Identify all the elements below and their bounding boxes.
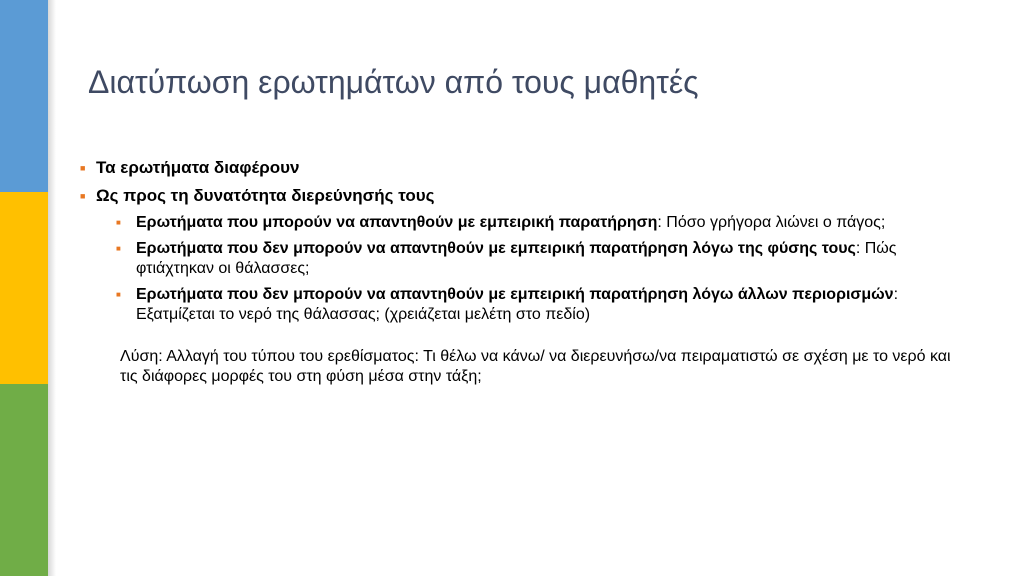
sub-bullet-bold: Ερωτήματα που μπορούν να απαντηθούν με εμπειρική παρατήρηση <box>136 214 658 231</box>
solution-paragraph: Λύση: Αλλαγή του τύπου του ερεθίσματος: Τι θέλω να κάνω/ να διερευνήσω/να πειραματιστώ σε σχέση με το νερό και τις διάφορες μορφές του στη φύση μέσα στην τάξη; <box>120 348 951 385</box>
slide-content <box>80 157 960 387</box>
bullet-square-icon: ■ <box>116 244 121 253</box>
bullet-item <box>80 185 960 207</box>
sub-bullet-bold: Ερωτήματα που δεν μπορούν να απαντηθούν με εμπειρική παρατήρηση λόγω άλλων περιορισμών <box>136 286 894 303</box>
stripe-shadow <box>48 0 56 576</box>
sub-bullet-rest: : Πώς φτιάχτηκαν οι θάλασσες; <box>136 240 897 277</box>
sub-bullet-rest: : Εξατμίζεται το νερό της θάλασσας; (χρειάζεται μελέτη στο πεδίο) <box>136 286 899 323</box>
sub-bullet-bold: Ερωτήματα που δεν μπορούν να απαντηθούν με εμπειρική παρατήρηση λόγω της φύσης τους <box>136 240 856 257</box>
stripe-yellow <box>0 192 48 384</box>
bullet-item <box>80 157 960 179</box>
stripe-green <box>0 384 48 576</box>
sub-bullet-text <box>136 213 936 233</box>
decorative-color-stripes <box>0 0 48 576</box>
sub-bullet-item <box>116 239 960 279</box>
sub-bullet-item <box>116 213 960 233</box>
sub-bullet-rest: : Πόσο γρήγορα λιώνει ο πάγος; <box>657 214 886 231</box>
bullet-square-icon: ■ <box>80 163 86 173</box>
sub-bullet-item <box>116 285 960 325</box>
bullet-text: Τα ερωτήματα διαφέρουν <box>96 158 300 177</box>
stripe-blue <box>0 0 48 192</box>
sub-bullet-text <box>136 285 936 325</box>
slide-title: Διατύπωση ερωτημάτων από τους μαθητές <box>88 64 699 100</box>
bullet-square-icon: ■ <box>80 191 86 201</box>
bullet-square-icon: ■ <box>116 218 121 227</box>
bullet-square-icon: ■ <box>116 290 121 299</box>
bullet-text: Ως προς τη δυνατότητα διερεύνησής τους <box>96 186 435 205</box>
sub-bullet-text <box>136 239 936 279</box>
